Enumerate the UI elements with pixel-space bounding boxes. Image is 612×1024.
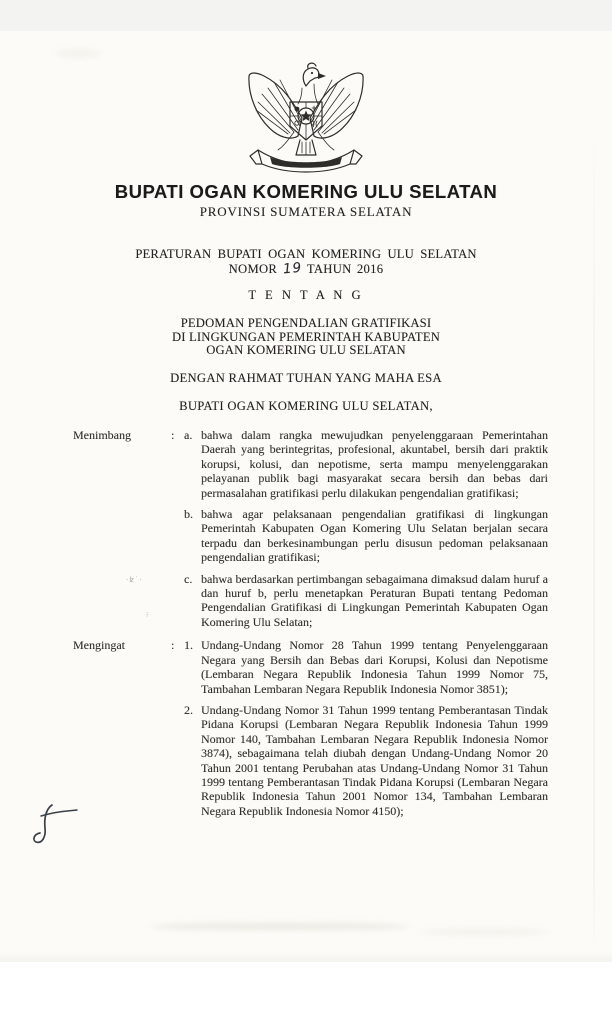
clause-text: bahwa agar pelaksanaan pengendalian gratifikasi di lingkungan Pemerintah Kabupaten Ogan Komering Ulu Selatan berjalan secara terpadu dan berkesinambungan perlu disusun pedoman pelaksanaan pengendalian gratifikasi; [201,507,548,565]
clause-marker: b. [184,507,193,522]
clause-text: Undang-Undang Nomor 28 Tahun 1999 tentang Penyelenggaraan Negara yang Bersih dan Bebas dari Korupsi, Kolusi dan Nepotisme (Lembaran Negara Republik Indonesia Tahun 1999 Nomor 75, Tambahan Lembaran Negara Republik Indonesia Nomor 3851); [201,638,548,696]
clause-marker: 1. [184,638,193,653]
pencil-speck: ⁝ [146,611,150,619]
enacting-authority-line: BUPATI OGAN KOMERING ULU SELATAN, [179,399,433,413]
document-paper [0,31,612,962]
nomor-prefix: NOMOR [228,262,278,276]
regulation-title-line: PERATURAN BUPATI OGAN KOMERING ULU SELATAN [135,247,477,261]
handwritten-regulation-number: 19 [281,259,303,278]
scan-streak [150,923,410,930]
mengingat-colon: : [171,638,175,653]
mengingat-section [73,638,548,818]
clause-text: Undang-Undang Nomor 31 Tahun 1999 tentang Pemberantasan Tindak Pidana Korupsi (Lembaran Negara Republik Indonesia Tahun 1999 Nomor 140, Tambahan Lembaran Negara Republik Indonesia Nomor 3874), sebagaimana telah diubah dengan Undang-Undang Nomor 20 Tahun 2001 tentang Perubahan atas Undang-Undang Nomor 31 Tahun 1999 tentang Pemberantasan Tindak Pidana Korupsi (Lembaran Negara Republik Indonesia Tahun 2001 Nomor 134, Tambahan Lembaran Negara Republik Indonesia Nomor 4150); [201,702,548,818]
subject-line-1: PEDOMAN PENGENDALIAN GRATIFIKASI [180,316,432,330]
regulation-subject [0,317,612,358]
tentang-heading: T E N T A N G [248,288,364,302]
regulation-number-line [0,261,612,277]
menimbang-colon: : [171,428,175,442]
clause-marker: c. [184,571,193,586]
subject-line-2: DI LINGKUNGAN PEMERINTAH KABUPATEN [171,329,441,344]
clause-text: bahwa berdasarkan pertimbangan sebagaimana dimaksud dalam huruf a dan huruf b, perlu menetapkan Peraturan Bupati tentang Pedoman Pengendalian Gratifikasi di Lingkungan Pemerintah Kabupaten Ogan Komering Ulu Selatan; [201,571,548,629]
menimbang-section [73,428,548,629]
handwritten-initial-mark [22,800,80,852]
mengingat-label: Mengingat [73,638,125,653]
invocation-line: DENGAN RAHMAT TUHAN YANG MAHA ESA [170,371,442,385]
clause-text: bahwa dalam rangka mewujudkan penyelenggaraan Pemerintahan Daerah yang berintegritas, profesional, akuntabel, bersih dari praktik korupsi, kolusi, dan nepotisme, serta mampu menyelenggarakan pelayanan publik bagi masyarakat secara bersih dan bebas dari permasalahan gratifikasi perlu dilakukan pengendalian gratifikasi; [201,428,548,500]
issuing-authority-title: BUPATI OGAN KOMERING ULU SELATAN [114,181,498,202]
menimbang-label: Menimbang [73,428,131,442]
preamble-clauses [73,428,548,827]
nomor-suffix: TAHUN 2016 [306,262,384,276]
pencil-speck: ·ʫ˙· [126,576,143,584]
scan-streak [420,929,550,935]
scanner-edge-band [0,0,612,31]
faint-pencil-smudge [55,49,101,58]
subject-line-3: OGAN KOMERING ULU SELATAN [206,343,406,357]
province-subtitle: PROVINSI SUMATERA SELATAN [199,204,413,219]
clause-marker: a. [184,428,193,442]
garuda-pancasila-emblem [244,60,368,174]
clause-marker: 2. [184,702,193,717]
